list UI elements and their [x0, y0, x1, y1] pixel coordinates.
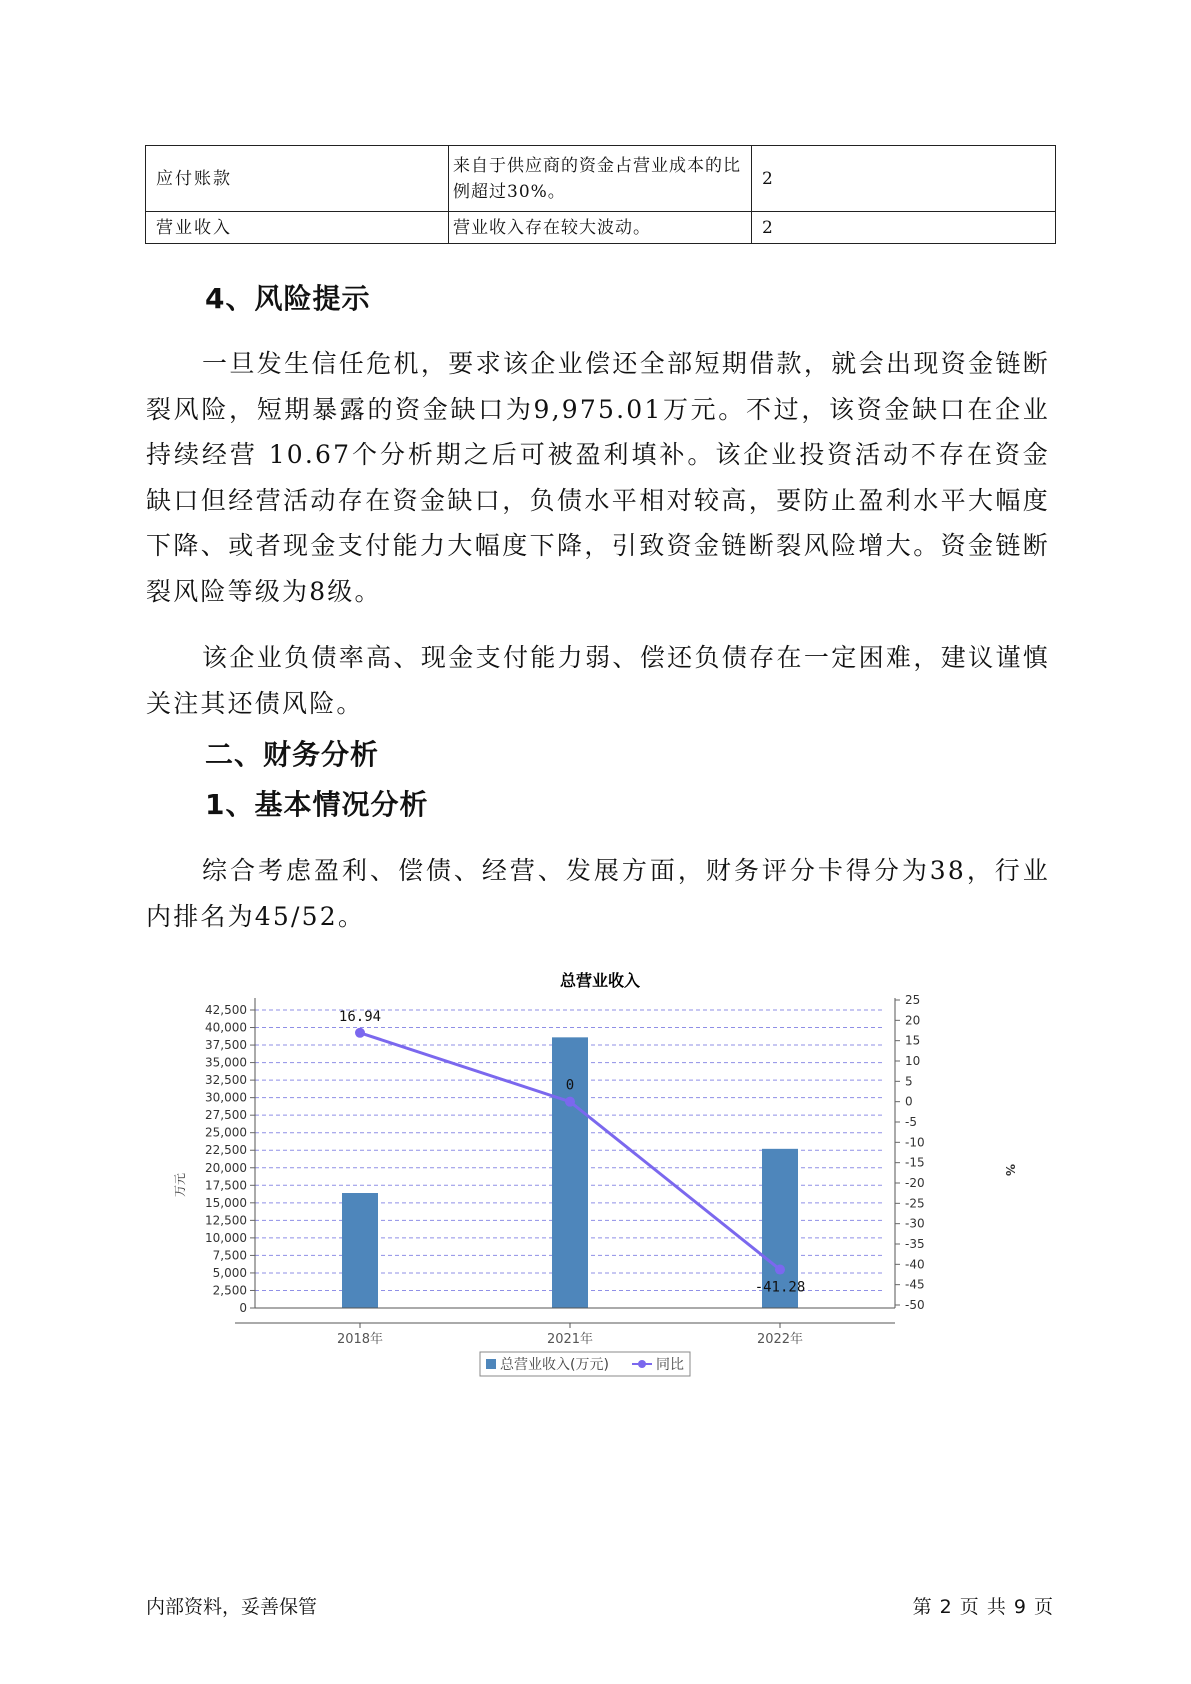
y2-tick-label: -50: [905, 1298, 925, 1312]
y2-tick-label: -5: [905, 1115, 917, 1129]
data-label: 0: [565, 1077, 575, 1094]
y2-tick-label: -25: [905, 1196, 925, 1211]
x-tick-label: 2021年: [546, 1332, 594, 1347]
table-cell-score: 2: [752, 212, 1056, 244]
y2-tick-label: 25: [905, 993, 921, 1007]
y2-tick-label: -20: [905, 1176, 925, 1190]
revenue-chart: [170, 960, 1017, 1440]
risk-table: [145, 145, 1056, 244]
y2-tick-label: -30: [905, 1216, 925, 1231]
y2-tick-label: -40: [905, 1257, 925, 1272]
basic-analysis-paragraph: 综合考虑盈利、偿债、经营、发展方面，财务评分卡得分为38，行业内排名为45/52。: [146, 856, 1050, 931]
y2-tick-label: 0: [905, 1094, 913, 1109]
y-tick-label: 32,500: [205, 1073, 247, 1088]
chart-title: 总营业收入: [559, 971, 641, 990]
y-tick-label: 22,500: [205, 1143, 247, 1158]
y2-tick-label: 5: [905, 1074, 913, 1089]
y-tick-label: 37,500: [205, 1038, 247, 1053]
y-tick-label: 35,000: [205, 1055, 247, 1070]
legend-bar-swatch: [486, 1359, 496, 1369]
risk-paragraph-2: 该企业负债率高、现金支付能力弱、偿还负债存在一定困难，建议谨慎关注其还债风险。: [146, 643, 1050, 718]
y-axis-label: 万元: [173, 1172, 187, 1198]
x-tick-label: 2018年: [336, 1332, 384, 1347]
y2-tick-label: 15: [905, 1033, 921, 1048]
legend-line-label: 同比: [656, 1357, 684, 1373]
y-tick-label: 17,500: [205, 1178, 247, 1193]
y2-tick-label: 20: [905, 1013, 921, 1028]
table-cell-condition: 营业收入存在较大波动。: [449, 212, 752, 244]
y-tick-label: 27,500: [205, 1108, 247, 1123]
footer-confidential: 内部资料，妥善保管: [146, 1596, 318, 1618]
y2-tick-label: -45: [905, 1277, 925, 1292]
y-tick-label: 40,000: [205, 1020, 247, 1035]
y-tick-label: 25,000: [205, 1125, 247, 1140]
table-row: [146, 146, 1056, 212]
line-point: [565, 1097, 575, 1107]
footer-page-number: 第 2 页 共 9 页: [912, 1596, 1054, 1618]
chart-legend: [480, 1352, 690, 1376]
y-tick-label: 42,500: [205, 1003, 247, 1017]
y-tick-label: 7,500: [212, 1248, 247, 1263]
table-cell-condition: 来自于供应商的资金占营业成本的比例超过30%。: [449, 146, 752, 212]
financial-section-title: 二、财务分析: [205, 738, 380, 771]
line-point: [775, 1265, 785, 1275]
y-tick-label: 2,500: [212, 1283, 247, 1298]
y2-axis-ticks: [895, 993, 925, 1312]
y-tick-label: 30,000: [205, 1090, 247, 1105]
legend-line-marker: [638, 1360, 646, 1368]
y-axis-ticks: [205, 1003, 255, 1315]
risk-paragraph-1: 一旦发生信任危机，要求该企业偿还全部短期借款，就会出现资金链断裂风险，短期暴露的资金缺口为9,975.01万元。不过，该资金缺口在企业持续经营 10.67个分析期之后可被盈利填补。该企业投资活动不存在资金缺口但经营活动存在资金缺口，负债水平相对较高，要防止盈利水平大幅度下降、或者现金支付能力大幅度下降，引致资金链断裂风险增大。资金链断裂风险等级为8级。: [146, 349, 1050, 606]
x-tick-label: 2022年: [756, 1332, 804, 1347]
y2-tick-label: 10: [905, 1054, 921, 1068]
data-label: -41.28: [754, 1279, 806, 1296]
table-cell-item: 营业收入: [146, 212, 449, 244]
data-label: 16.94: [338, 1008, 382, 1025]
line-point: [355, 1028, 365, 1038]
table-row: [146, 212, 1056, 244]
table-cell-item: 应付账款: [146, 146, 449, 212]
y2-axis-label: %: [1003, 1163, 1017, 1177]
y2-tick-label: -10: [905, 1135, 925, 1150]
y-tick-label: 20,000: [205, 1160, 247, 1175]
bar: [342, 1193, 378, 1308]
y-tick-label: 15,000: [205, 1195, 247, 1210]
legend-bar-label: 总营业收入(万元): [500, 1357, 609, 1373]
x-axis-ticks: [337, 1323, 803, 1347]
y-tick-label: 10,000: [205, 1230, 247, 1245]
y-tick-label: 0: [239, 1301, 247, 1315]
table-cell-score: 2: [752, 146, 1056, 212]
basic-analysis-title: 1、基本情况分析: [205, 788, 429, 821]
y-tick-label: 5,000: [212, 1265, 247, 1280]
y2-tick-label: -15: [905, 1155, 925, 1170]
risk-section-title: 4、风险提示: [205, 282, 371, 315]
y-tick-label: 12,500: [205, 1213, 247, 1228]
y2-tick-label: -35: [905, 1237, 925, 1251]
